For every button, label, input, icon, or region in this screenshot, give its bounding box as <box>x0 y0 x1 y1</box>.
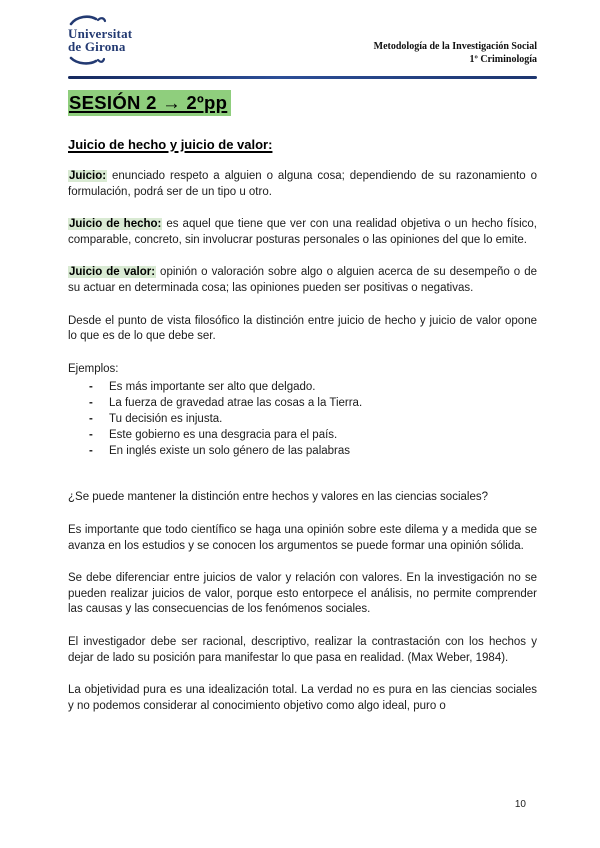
term-highlight: Juicio de hecho: <box>69 218 162 231</box>
logo-top-swash-icon <box>69 14 107 26</box>
example-text: Tu decisión es injusta. <box>109 413 223 426</box>
example-item <box>89 379 537 395</box>
example-item <box>89 443 537 459</box>
header-degree: 1º Criminología <box>469 53 537 65</box>
bullet-dash: - <box>89 381 93 394</box>
session-title-text: SESIÓN 2 → 2ºpp <box>68 90 231 116</box>
term-paragraph-juicio-de-hecho <box>68 217 537 248</box>
examples-label: Ejemplos: <box>68 362 119 375</box>
bullet-dash: - <box>89 397 93 410</box>
example-text: En inglés existe un solo género de las palabras <box>109 445 351 458</box>
body-paragraph-objetividad: La objetividad pura es una idealización total. La verdad no es pura en las ciencias sociales y no podemos considerar al conocimiento objetivo como algo ideal, puro o <box>68 684 537 712</box>
header-divider <box>68 76 537 79</box>
example-text: Este gobierno es una desgracia para el país. <box>109 429 338 442</box>
term-definition: opinión o valoración sobre algo o alguien acerca de su desempeño o de su actuar en determinada cosa; las opiniones pueden ser positivas o negativas. <box>68 266 537 294</box>
body-paragraph-diferenciar: Se debe diferenciar entre juicios de valor y relación con valores. En la investigación no se pueden realizar juicios de valor, porque esto entorpece el análisis, no permite comprender las causas y las consecuencias de los fenómenos sociales. <box>68 572 537 616</box>
term-definition: es aquel que tiene que ver con una realidad objetiva o un hecho físico, comparable, concreto, sin involucrar posturas personales o las opiniones del que lo emite. <box>68 218 537 246</box>
bullet-dash: - <box>89 445 93 458</box>
question-text: ¿Se puede mantener la distinción entre hechos y valores en las ciencias sociales? <box>68 491 488 504</box>
term-highlight: Juicio de valor: <box>69 266 156 279</box>
body-paragraph-opinion: Es importante que todo científico se haga una opinión sobre este dilema y a medida que se avanza en los estudios y se conocen los argumentos se puede formar una opinión sólida. <box>68 523 537 552</box>
bullet-dash: - <box>89 429 93 442</box>
logo-name-line2: de Girona <box>68 39 126 54</box>
header-course-info <box>374 41 537 71</box>
header-course-title: Metodología de la Investigación Social <box>373 41 537 52</box>
examples-list <box>68 379 537 459</box>
bullet-dash: - <box>89 413 93 426</box>
example-item <box>89 411 537 427</box>
page-header <box>68 14 537 71</box>
example-text: La fuerza de gravedad atrae las cosas a la Tierra. <box>109 397 363 410</box>
philosophy-paragraph: Desde el punto de vista filosófico la distinción entre juicio de hecho y juicio de valor opone lo que es de lo que debe ser. <box>68 314 537 343</box>
term-paragraph-juicio <box>68 169 537 200</box>
page-number: 10 <box>514 799 526 810</box>
term-paragraph-juicio-de-valor <box>68 265 537 296</box>
example-text: Es más importante ser alto que delgado. <box>109 381 316 394</box>
section-heading: Juicio de hecho y juicio de valor: <box>68 137 273 152</box>
logo-bottom-swash-icon <box>69 55 105 65</box>
term-definition: enunciado respeto a alguien o alguna cosa; dependiendo de su razonamiento o formulación, podrá ser de un tipo u otro. <box>68 170 537 198</box>
example-item <box>89 395 537 411</box>
body-paragraph-investigador: El investigador debe ser racional, descriptivo, realizar la contrastación con los hechos y dejar de lado su posición para manifestar lo que pasa en realidad. (Max Weber, 1984). <box>68 635 537 664</box>
logo-name-line1: Universitat <box>68 26 133 41</box>
universitat-de-girona-logo <box>68 14 132 65</box>
term-highlight: Juicio: <box>69 170 107 182</box>
session-title <box>68 92 537 114</box>
example-item <box>89 427 537 443</box>
